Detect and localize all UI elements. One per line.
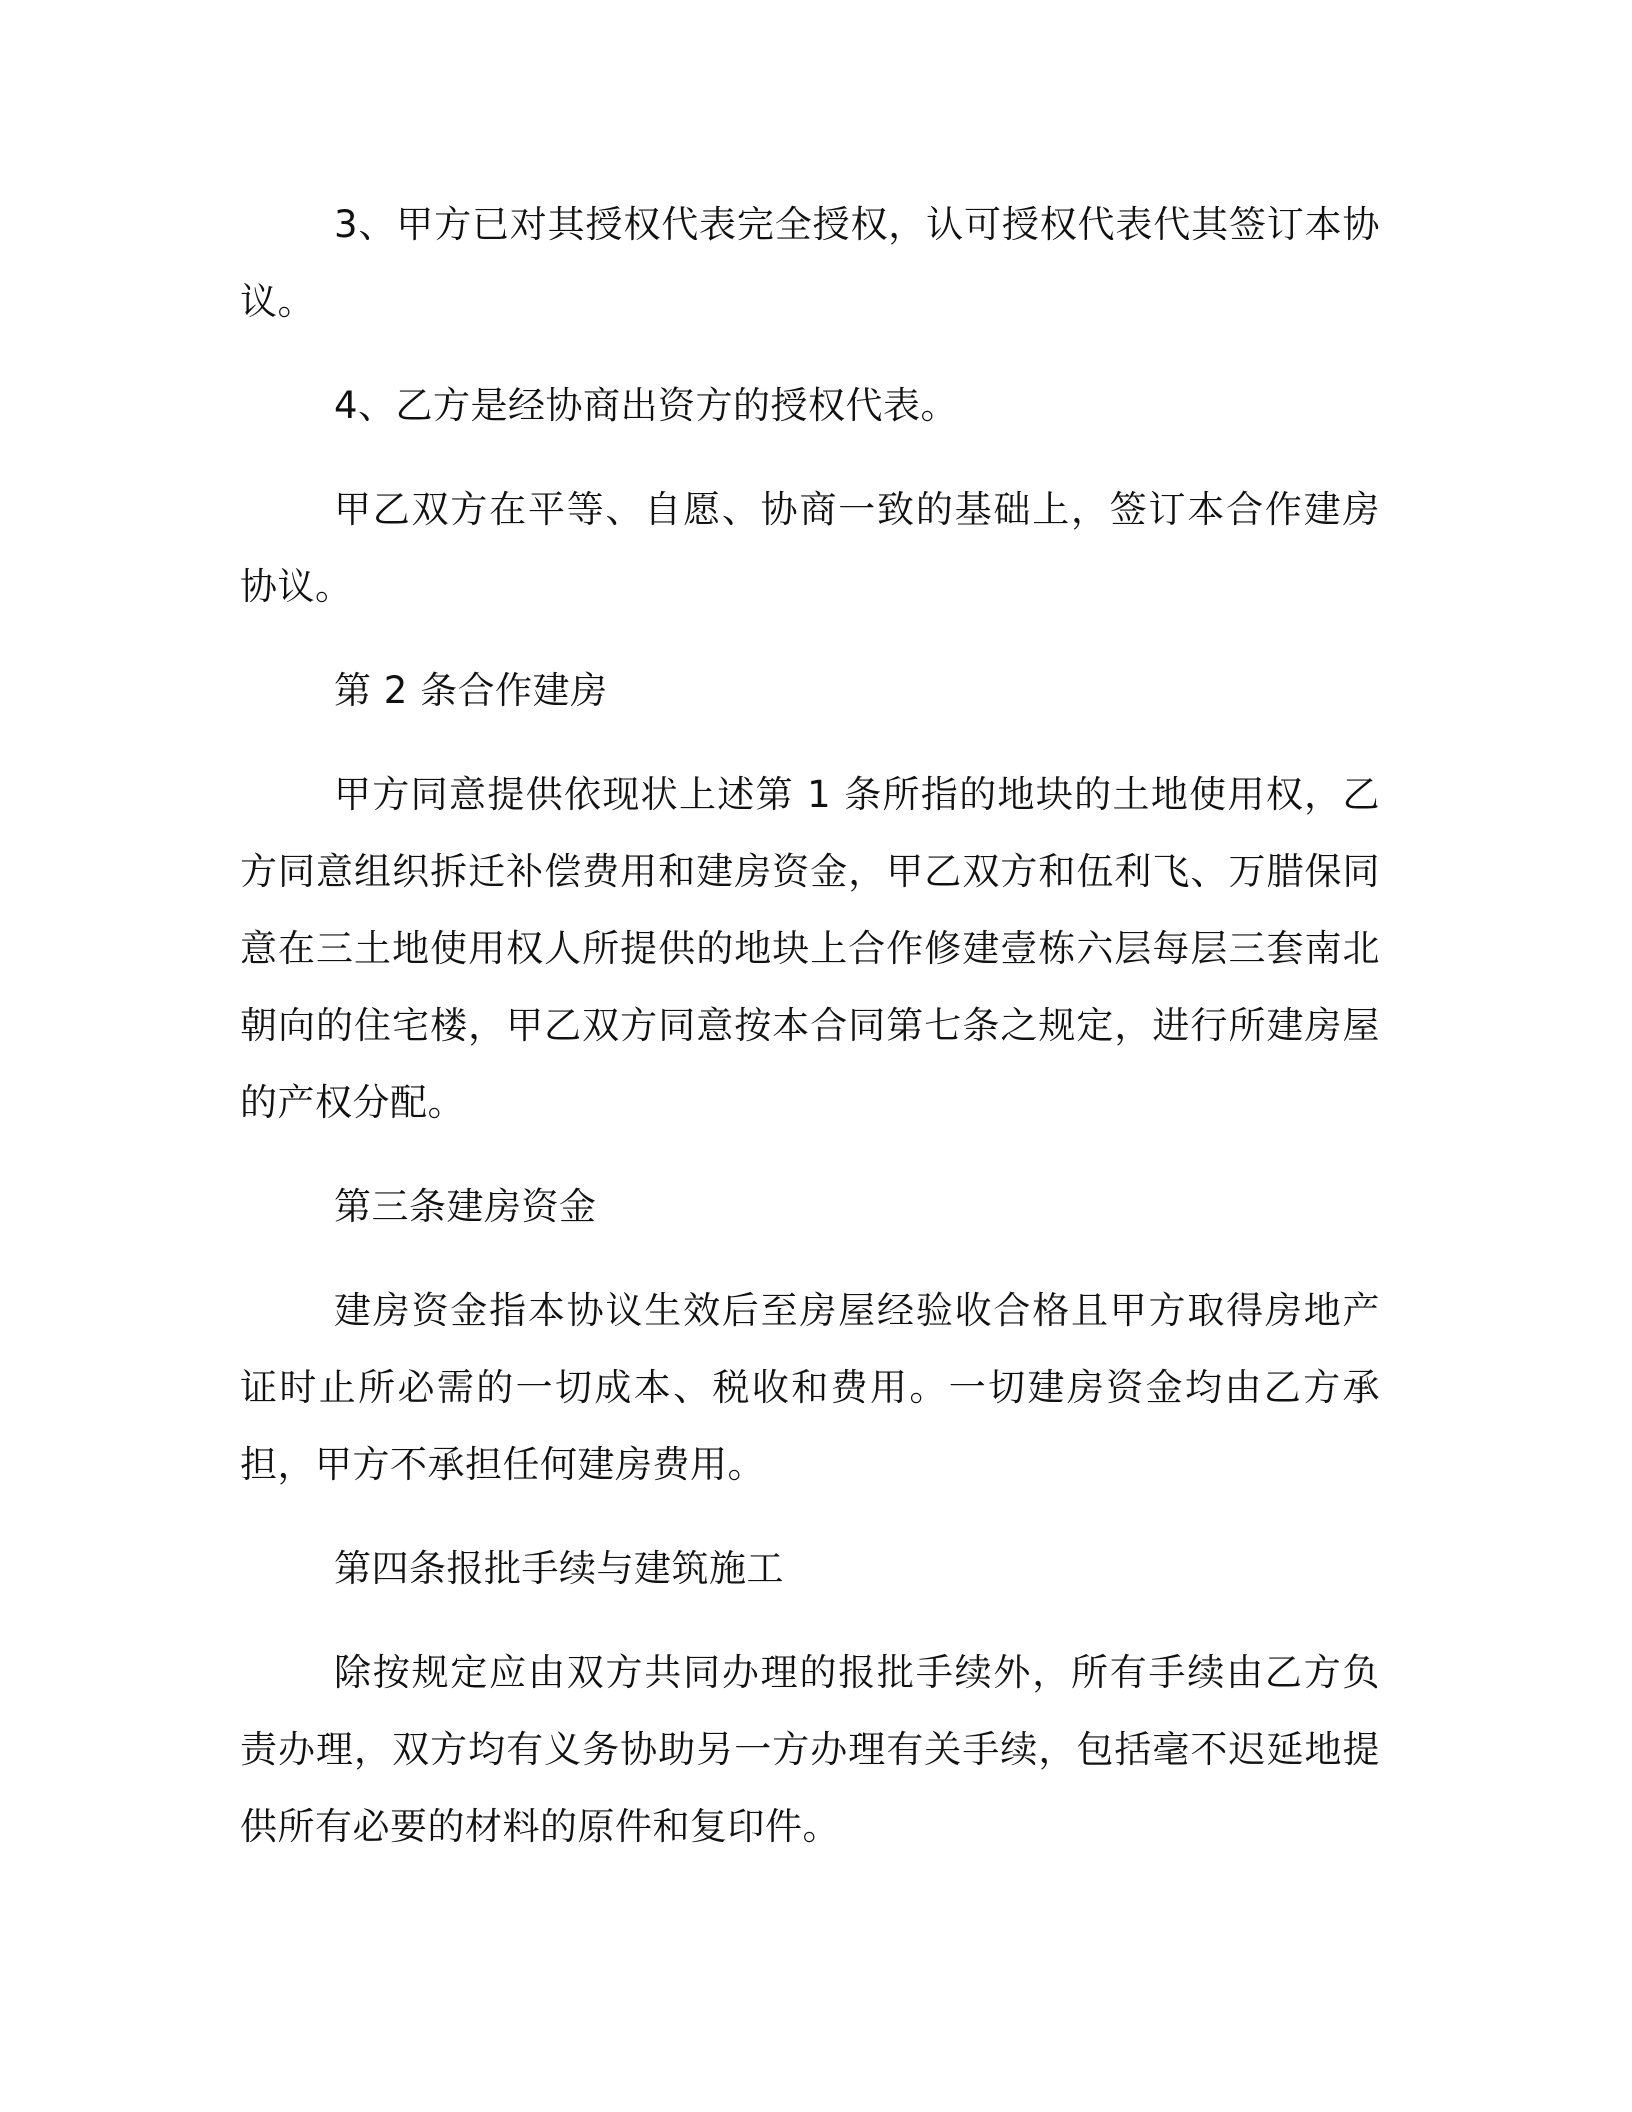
article-2-heading: 第 2 条合作建房 (334, 669, 608, 712)
article-4-heading: 第四条报批手续与建筑施工 (334, 1547, 784, 1590)
article-2-body: 甲方同意提供依现状上述第 1 条所指的地块的土地使用权，乙方同意组织拆迁补偿费用和建房资金，甲乙双方和伍利飞、万腊保同意在三土地使用权人所提供的地块上合作修建壹栋六层每层三套南北朝向的住宅楼，甲乙双方同意按本合同第七条之规定，进行所建房屋的产权分配。 (240, 773, 1380, 1124)
agreement-preamble: 甲乙双方在平等、自愿、协商一致的基础上，签订本合作建房协议。 (240, 488, 1380, 608)
clause-3-authorization: 3、甲方已对其授权代表完全授权，认可授权代表代其签订本协议。 (240, 203, 1380, 323)
clause-4-representative: 4、乙方是经协商出资方的授权代表。 (334, 384, 959, 427)
document-body (240, 186, 1380, 1865)
article-4-body: 除按规定应由双方共同办理的报批手续外，所有手续由乙方负责办理，双方均有义务协助另一方办理有关手续，包括毫不迟延地提供所有必要的材料的原件和复印件。 (240, 1651, 1380, 1848)
article-3-body: 建房资金指本协议生效后至房屋经验收合格且甲方取得房地产证时止所必需的一切成本、税收和费用。一切建房资金均由乙方承担，甲方不承担任何建房费用。 (240, 1289, 1380, 1486)
article-3-heading: 第三条建房资金 (334, 1185, 597, 1228)
